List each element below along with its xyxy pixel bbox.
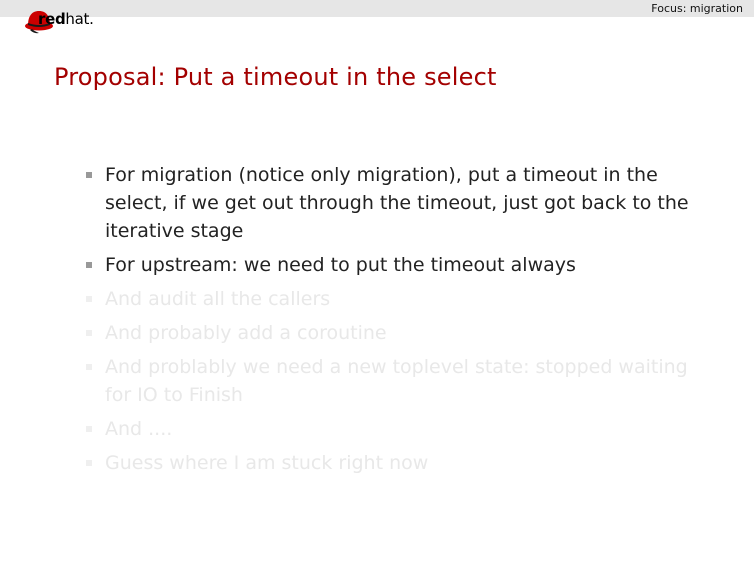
bullet-marker-icon (86, 262, 92, 268)
bullet-item (84, 251, 714, 279)
bullet-item (84, 353, 714, 409)
bullet-marker-icon (86, 172, 92, 178)
bullet-marker-icon (86, 330, 92, 336)
bullet-marker-icon (86, 426, 92, 432)
logo-wordmark (38, 8, 94, 30)
logo-wordmark-bold: red (38, 10, 66, 28)
bullet-item (84, 415, 714, 443)
bullet-list (84, 161, 714, 483)
bullet-item (84, 161, 714, 245)
bullet-text: And .... (105, 418, 173, 440)
bullet-marker-icon (86, 296, 92, 302)
section-label: Focus: migration (651, 2, 743, 15)
logo-wordmark-light: hat. (65, 10, 94, 28)
bullet-text: For migration (notice only migration), put a timeout in the select, if we get out through the timeout, just got back to the iterative stage (105, 164, 689, 242)
bullet-item (84, 319, 714, 347)
slide-title: Proposal: Put a timeout in the select (54, 63, 497, 91)
bullet-item (84, 449, 714, 477)
bullet-marker-icon (86, 364, 92, 370)
bullet-text: For upstream: we need to put the timeout always (105, 254, 576, 276)
bullet-text: And audit all the callers (105, 288, 331, 310)
bullet-item (84, 285, 714, 313)
bullet-text: And probably add a coroutine (105, 322, 387, 344)
bullet-text: And problably we need a new toplevel state: stopped waiting for IO to Finish (105, 356, 688, 406)
bullet-text: Guess where I am stuck right now (105, 452, 429, 474)
bullet-marker-icon (86, 460, 92, 466)
